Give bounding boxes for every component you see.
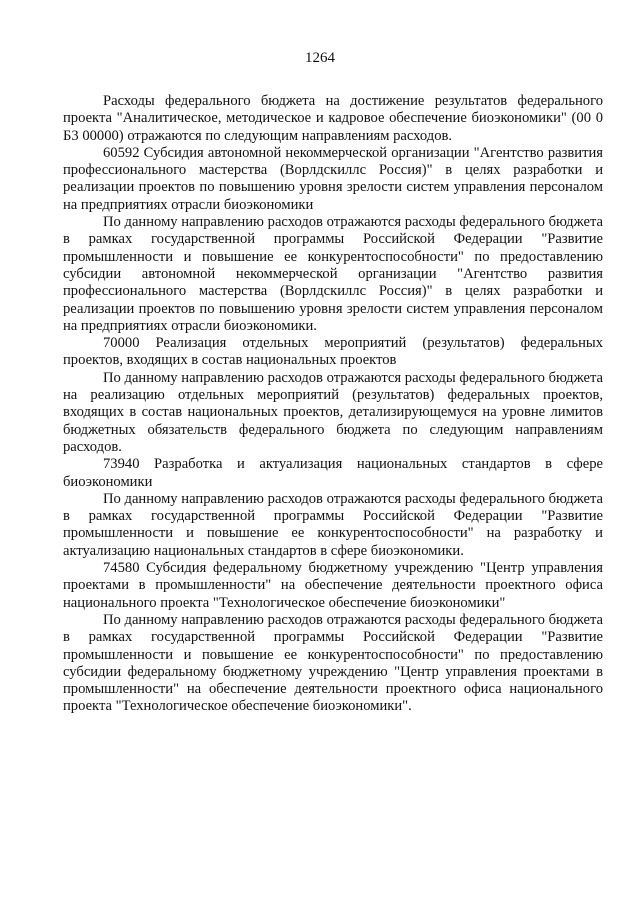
paragraph-70000-description: По данному направлению расходов отражаются расходы федерального бюджета на реализацию отдельных мероприятий (результатов) федеральных проектов, входящих в состав национальных проектов, детализирующемуся на уровне лимитов бюджетных обязательств федерального бюджета по следующим направлениям расходов. <box>63 369 603 455</box>
paragraph-intro: Расходы федерального бюджета на достижение результатов федерального проекта "Аналитическое, методическое и кадровое обеспечение биоэкономики" (00 0 Б3 00000) отражаются по следующим направлениям расходов. <box>63 93 603 144</box>
paragraph-74580-description: По данному направлению расходов отражаются расходы федерального бюджета в рамках государственной программы Российской Федерации "Развитие промышленности и повышение ее конкурентоспособности" по предоставлению субсидии федеральному бюджетному учреждению "Центр управления проектами в промышленности" на обеспечение деятельности проектного офиса национального проекта "Технологическое обеспечение биоэкономики". <box>63 611 603 715</box>
paragraph-60592-description: По данному направлению расходов отражаются расходы федерального бюджета в рамках государственной программы Российской Федерации "Развитие промышленности и повышение ее конкурентоспособности" по предоставлению субсидии автономной некоммерческой организации "Агентство развития профессионального мастерства (Ворлдскиллс Россия)" в целях разработки и реализации проектов по повышению уровня зрелости систем управления персоналом на предприятиях отрасли биоэкономики. <box>63 214 603 334</box>
paragraph-74580-heading: 74580 Субсидия федеральному бюджетному учреждению "Центр управления проектами в промышленности" на обеспечение деятельности проектного офиса национального проекта "Технологическое обеспечение биоэкономики" <box>63 560 603 611</box>
paragraph-73940-heading: 73940 Разработка и актуализация национальных стандартов в сфере биоэкономики <box>63 456 603 490</box>
paragraph-70000-heading: 70000 Реализация отдельных мероприятий (результатов) федеральных проектов, входящих в состав национальных проектов <box>63 335 603 369</box>
document-body <box>63 93 603 716</box>
paragraph-60592-heading: 60592 Субсидия автономной некоммерческой организации "Агентство развития профессионального мастерства (Ворлдскиллс Россия)" в целях разработки и реализации проектов по повышению уровня зрелости систем управления персоналом на предприятиях отрасли биоэкономики <box>63 144 603 213</box>
page-number: 1264 <box>305 50 335 66</box>
paragraph-73940-description: По данному направлению расходов отражаются расходы федерального бюджета в рамках государственной программы Российской Федерации "Развитие промышленности и повышение ее конкурентоспособности" на разработку и актуализацию национальных стандартов в сфере биоэкономики. <box>63 490 603 559</box>
